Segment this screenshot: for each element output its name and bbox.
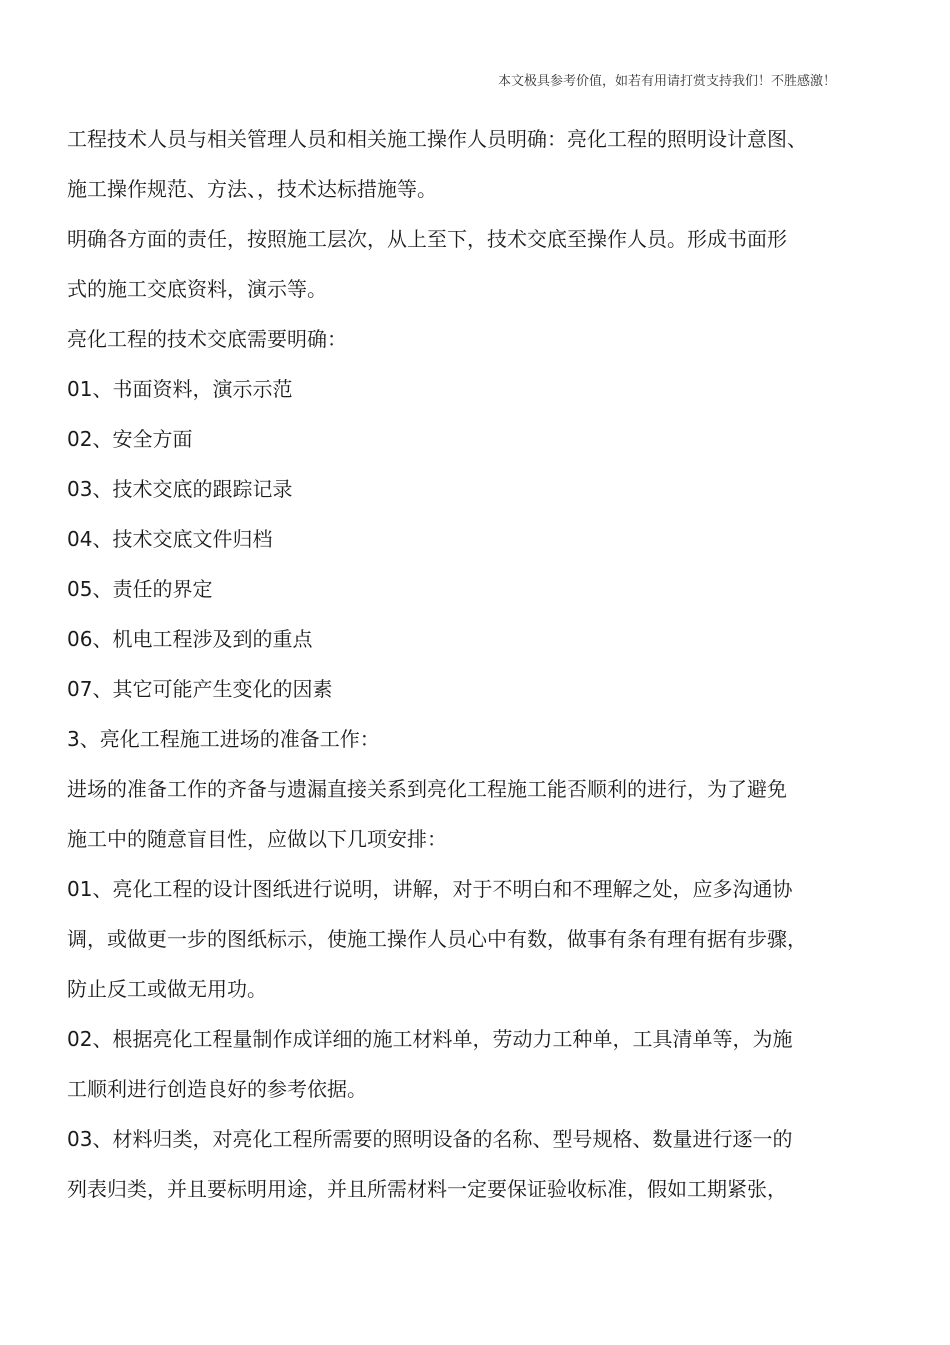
text-line: 06、机电工程涉及到的重点 xyxy=(67,627,313,651)
section-heading xyxy=(67,724,857,774)
paragraph-3 xyxy=(67,324,857,374)
text-line: 亮化工程的技术交底需要明确： xyxy=(67,327,347,351)
text-line: 防止反工或做无用功。 xyxy=(67,977,267,1001)
text-line: 07、其它可能产生变化的因素 xyxy=(67,677,333,701)
paragraph-2 xyxy=(67,224,857,324)
prep-item-01 xyxy=(67,874,857,1024)
list-item-05 xyxy=(67,574,857,624)
text-line: 调，或做更一步的图纸标示，使施工操作人员心中有数，做事有条有理有据有步骤， xyxy=(67,927,807,951)
document-body xyxy=(67,124,857,1224)
list-item-02 xyxy=(67,424,857,474)
paragraph-1 xyxy=(67,124,857,224)
text-line: 式的施工交底资料，演示等。 xyxy=(67,277,327,301)
text-line: 03、技术交底的跟踪记录 xyxy=(67,477,293,501)
text-line: 进场的准备工作的齐备与遗漏直接关系到亮化工程施工能否顺利的进行，为了避免 xyxy=(67,777,787,801)
header-note: 本文极具参考价值，如若有用请打赏支持我们！不胜感激！ xyxy=(497,74,836,89)
text-line: 02、根据亮化工程量制作成详细的施工材料单，劳动力工种单，工具清单等，为施 xyxy=(67,1027,793,1051)
text-line: 04、技术交底文件归档 xyxy=(67,527,273,551)
list-item-03 xyxy=(67,474,857,524)
text-line: 05、责任的界定 xyxy=(67,577,213,601)
list-item-07 xyxy=(67,674,857,724)
text-line: 3、亮化工程施工进场的准备工作： xyxy=(67,727,380,751)
paragraph-4 xyxy=(67,774,857,874)
text-line: 工程技术人员与相关管理人员和相关施工操作人员明确：亮化工程的照明设计意图、 xyxy=(67,127,807,151)
text-line: 施工中的随意盲目性，应做以下几项安排： xyxy=(67,827,447,851)
prep-item-02 xyxy=(67,1024,857,1124)
prep-item-03 xyxy=(67,1124,857,1224)
text-line: 工顺利进行创造良好的参考依据。 xyxy=(67,1077,367,1101)
list-item-06 xyxy=(67,624,857,674)
text-line: 明确各方面的责任，按照施工层次，从上至下，技术交底至操作人员。形成书面形 xyxy=(67,227,787,251)
text-line: 施工操作规范、方法、，技术达标措施等。 xyxy=(67,177,437,201)
text-line: 列表归类，并且要标明用途，并且所需材料一定要保证验收标准，假如工期紧张， xyxy=(67,1177,787,1201)
text-line: 01、亮化工程的设计图纸进行说明，讲解，对于不明白和不理解之处，应多沟通协 xyxy=(67,877,793,901)
list-item-04 xyxy=(67,524,857,574)
text-line: 03、材料归类，对亮化工程所需要的照明设备的名称、型号规格、数量进行逐一的 xyxy=(67,1127,793,1151)
text-line: 01、书面资料，演示示范 xyxy=(67,377,293,401)
list-item-01 xyxy=(67,374,857,424)
text-line: 02、安全方面 xyxy=(67,427,193,451)
